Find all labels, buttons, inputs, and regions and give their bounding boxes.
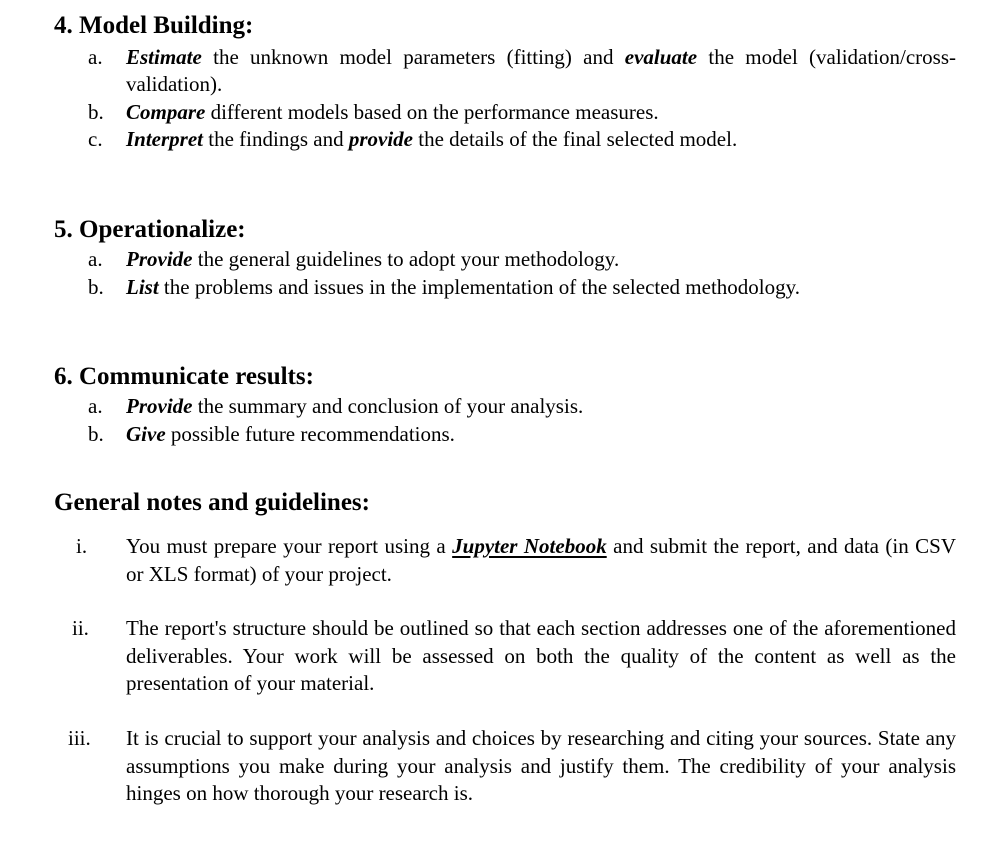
text-segment: different models based on the performance measures.	[205, 100, 659, 124]
item-label: b.	[88, 422, 104, 446]
keyword: Compare	[126, 100, 206, 124]
item-label: b.	[88, 275, 104, 299]
text-segment: You must prepare your report using a	[126, 534, 453, 558]
section-4-title: 4. Model Building:	[54, 12, 254, 39]
note-text: It is crucial to support your analysis and choices by researching and citing your sources. State any assumptions you make during your analysis and justify them. The credibility of your analysis hinges on how thorough your research is.	[126, 726, 956, 805]
item-label: b.	[88, 100, 104, 124]
keyword: List	[126, 275, 159, 299]
keyword: Estimate	[126, 45, 202, 69]
note-item-ii	[54, 615, 956, 698]
keyword: Provide	[126, 394, 193, 418]
section-4-item-c	[88, 126, 956, 153]
keyword: evaluate	[624, 45, 698, 69]
text-segment: and submit the report, and data (in CSV or XLS format) of your project.	[126, 534, 956, 586]
section-5-title: 5. Operationalize:	[54, 216, 246, 243]
text-segment: possible future recommendations.	[165, 422, 455, 446]
section-5-item-a	[88, 246, 956, 273]
item-text	[126, 44, 956, 98]
text-segment: the problems and issues in the implementation of the selected methodology.	[158, 275, 801, 299]
section-6-item-b	[88, 421, 956, 448]
keyword: Interpret	[126, 127, 204, 151]
item-label: a.	[88, 247, 103, 271]
jupyter-notebook-link[interactable]: Jupyter Notebook	[452, 534, 607, 558]
section-4-item-b	[88, 99, 956, 126]
item-text	[126, 274, 956, 301]
notes-title: General notes and guidelines:	[54, 489, 370, 516]
section-5-item-b	[88, 274, 956, 301]
item-text	[126, 246, 956, 273]
text-segment: the general guidelines to adopt your methodology.	[192, 247, 620, 271]
note-text: The report's structure should be outlined so that each section addresses one of the aforementioned deliverables. Your work will be assessed on both the quality of the content as well as the presentation of your material.	[126, 616, 956, 695]
note-item-i	[54, 533, 956, 588]
text-segment: the unknown model parameters (fitting) and	[201, 45, 625, 69]
item-text	[126, 421, 956, 448]
note-text	[126, 533, 956, 588]
section-6-item-a	[88, 393, 956, 420]
item-text	[126, 126, 956, 153]
keyword: Provide	[126, 247, 193, 271]
note-label: iii.	[68, 726, 91, 750]
text-segment: the details of the final selected model.	[412, 127, 738, 151]
text-segment: the findings and	[203, 127, 349, 151]
item-label: c.	[88, 127, 103, 151]
item-label: a.	[88, 45, 103, 69]
item-text	[126, 99, 956, 126]
note-label: i.	[76, 534, 88, 558]
section-6-title: 6. Communicate results:	[54, 363, 314, 390]
keyword: Give	[126, 422, 166, 446]
item-text	[126, 393, 956, 420]
note-item-iii	[54, 725, 956, 808]
text-segment: the summary and conclusion of your analysis.	[192, 394, 584, 418]
text-segment: the model (validation/cross-validation).	[126, 45, 956, 96]
keyword: provide	[348, 127, 413, 151]
note-label: ii.	[72, 616, 89, 640]
section-4-item-a	[88, 44, 956, 98]
item-label: a.	[88, 394, 103, 418]
